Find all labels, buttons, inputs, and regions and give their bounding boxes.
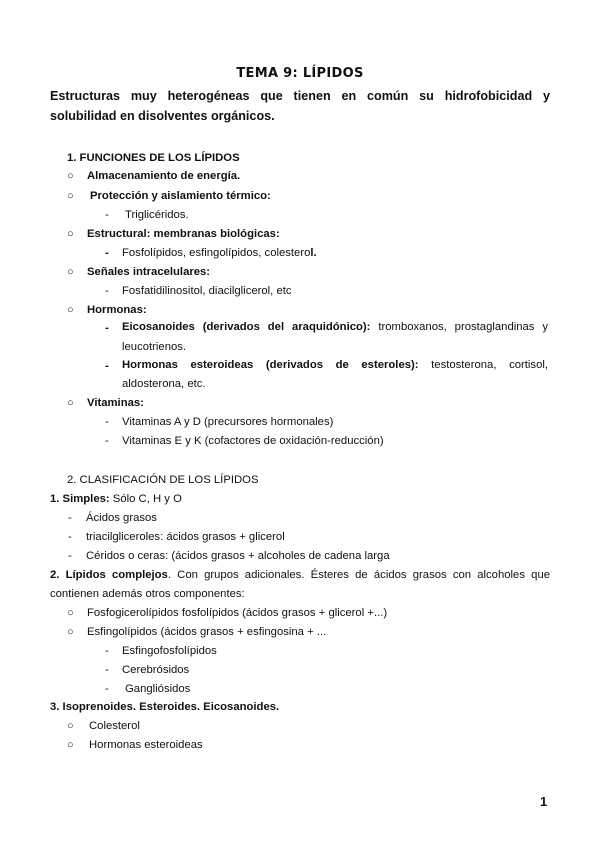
dash-bullet: -	[68, 531, 72, 543]
dash-bullet: -	[68, 512, 72, 524]
intro-paragraph: Estructuras muy heterogéneas que tienen en común su hidrofobicidad y solubilidad en disolventes orgánicos.	[50, 89, 550, 123]
eicosanoides-label: Eicosanoides (derivados del araquidónico):	[122, 321, 371, 333]
dash-bullet: -	[105, 416, 109, 428]
item-esteroideas	[122, 356, 548, 375]
fosfolipidos-end: l.	[310, 247, 317, 259]
item-complejos-cont: contienen además otros componentes:	[50, 588, 245, 600]
circle-bullet: ○	[67, 170, 74, 182]
circle-bullet: ○	[67, 266, 74, 278]
dash-bullet: -	[105, 322, 109, 334]
dash-bullet: -	[105, 664, 109, 676]
dash-bullet: -	[105, 360, 109, 372]
item-vit-ek: Vitaminas E y K (cofactores de oxidación-reducción)	[122, 435, 384, 447]
circle-bullet: ○	[67, 190, 74, 202]
dash-bullet: -	[105, 645, 109, 657]
dash-bullet: -	[105, 209, 109, 221]
dash-bullet: -	[105, 247, 109, 259]
item-hormonas: Hormonas:	[87, 304, 147, 316]
section2-heading: 2. CLASIFICACIÓN DE LOS LÍPIDOS	[67, 474, 259, 486]
circle-bullet: ○	[67, 739, 74, 751]
item-proteccion: Protección y aislamiento térmico:	[90, 190, 271, 202]
item-almacenamiento: Almacenamiento de energía.	[87, 170, 241, 182]
page-number: 1	[540, 794, 548, 809]
item-vitaminas: Vitaminas:	[87, 397, 144, 409]
circle-bullet: ○	[67, 607, 74, 619]
complejos-text: . Con grupos adicionales. Ésteres de ácidos grasos con alcoholes que	[167, 569, 551, 581]
item-fosfogicerolipidos: Fosfogicerolípidos fosfolípidos (ácidos grasos + glicerol +...)	[87, 607, 388, 619]
circle-bullet: ○	[67, 304, 74, 316]
item-hormonas-esteroideas: Hormonas esteroideas	[89, 739, 203, 751]
item-simples	[50, 491, 182, 507]
dash-bullet: -	[68, 550, 72, 562]
dash-bullet: -	[105, 435, 109, 447]
circle-bullet: ○	[67, 720, 74, 732]
dash-bullet: -	[105, 285, 109, 297]
simples-label: 1. Simples:	[50, 493, 110, 505]
fosfolipidos-text: Fosfolípidos, esfingolípidos, colestero	[122, 247, 311, 259]
item-aldosterona: aldosterona, etc.	[122, 378, 206, 390]
item-isoprenoides: 3. Isoprenoides. Esteroides. Eicosanoides.	[50, 701, 280, 713]
dash-bullet: -	[105, 683, 109, 695]
simples-text: Sólo C, H y O	[109, 493, 182, 505]
complejos-label: 2. Lípidos complejos	[50, 569, 168, 581]
item-esfingofosfolipidos: Esfingofosfolípidos	[122, 645, 217, 657]
item-colesterol: Colesterol	[89, 720, 140, 732]
item-leucotrienos: leucotrienos.	[122, 341, 187, 353]
item-ceridos: Céridos o ceras: (ácidos grasos + alcoholes de cadena larga	[86, 550, 390, 562]
esteroideas-label: Hormonas esteroideas (derivados de esteroles):	[122, 359, 419, 371]
section1-heading: 1. FUNCIONES DE LOS LÍPIDOS	[67, 152, 240, 164]
item-trigliceridos: Triglicéridos.	[125, 209, 189, 221]
item-eicosanoides	[122, 318, 548, 337]
page-title: TEMA 9: LÍPIDOS	[236, 66, 364, 81]
item-cerebrosidos: Cerebrósidos	[122, 664, 190, 676]
circle-bullet: ○	[67, 228, 74, 240]
circle-bullet: ○	[67, 626, 74, 638]
item-fosfolipidos	[122, 245, 317, 261]
esteroideas-text: testosterona, cortisol,	[431, 359, 548, 371]
item-complejos	[50, 566, 550, 585]
item-triacilgliceroles: triacilgliceroles: ácidos grasos + glicerol	[86, 531, 285, 543]
item-vit-ad: Vitaminas A y D (precursores hormonales)	[122, 416, 334, 428]
circle-bullet: ○	[67, 397, 74, 409]
item-senales: Señales intracelulares:	[87, 266, 211, 278]
item-acidos-grasos: Ácidos grasos	[86, 512, 157, 524]
item-esfingolipidos: Esfingolípidos (ácidos grasos + esfingosina + ...	[87, 626, 327, 638]
item-estructural: Estructural: membranas biológicas:	[87, 228, 280, 240]
item-fosfatidil: Fosfatidilinositol, diacilglicerol, etc	[122, 285, 292, 297]
eicosanoides-text: tromboxanos, prostaglandinas y	[378, 321, 548, 333]
item-gangliosidos: Gangliósidos	[125, 683, 191, 695]
